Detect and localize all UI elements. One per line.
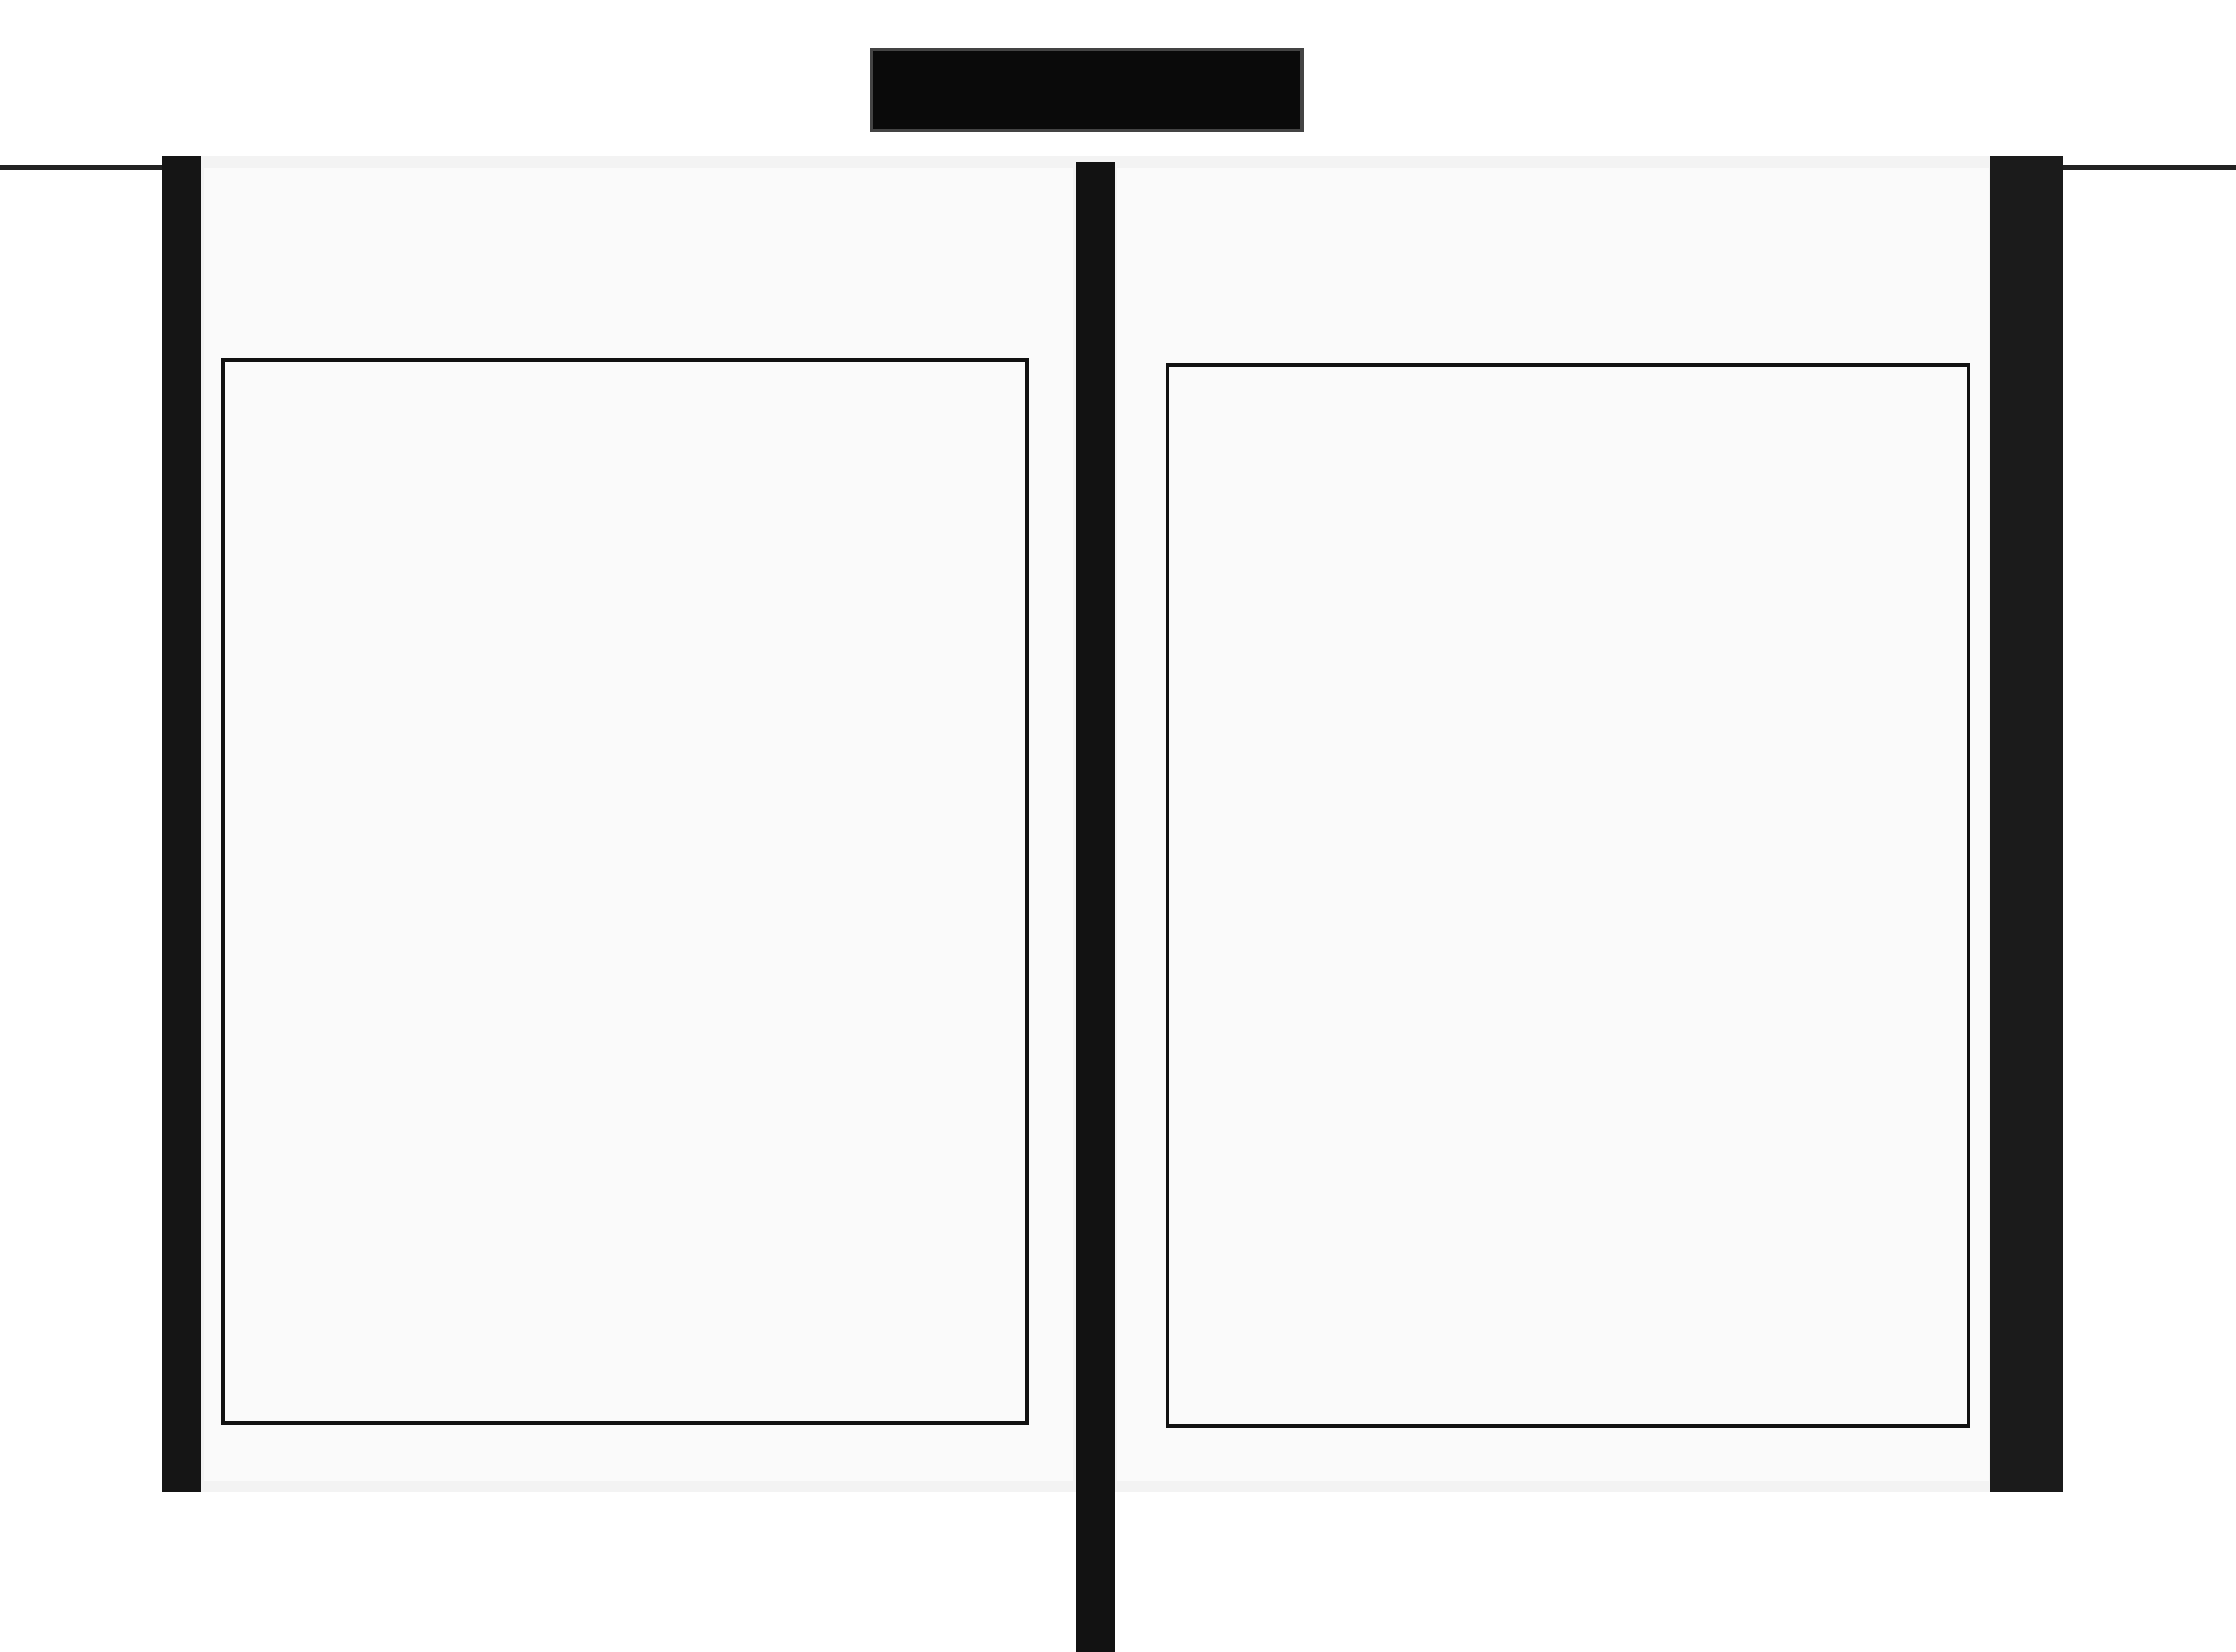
frame-number-plate [870,48,1304,132]
right-page-frame [1166,363,1970,1428]
book-gutter [1076,162,1115,1652]
right-cover-edge [1990,156,2063,1492]
left-cover-edge [162,156,201,1492]
left-page-frame [221,358,1029,1425]
